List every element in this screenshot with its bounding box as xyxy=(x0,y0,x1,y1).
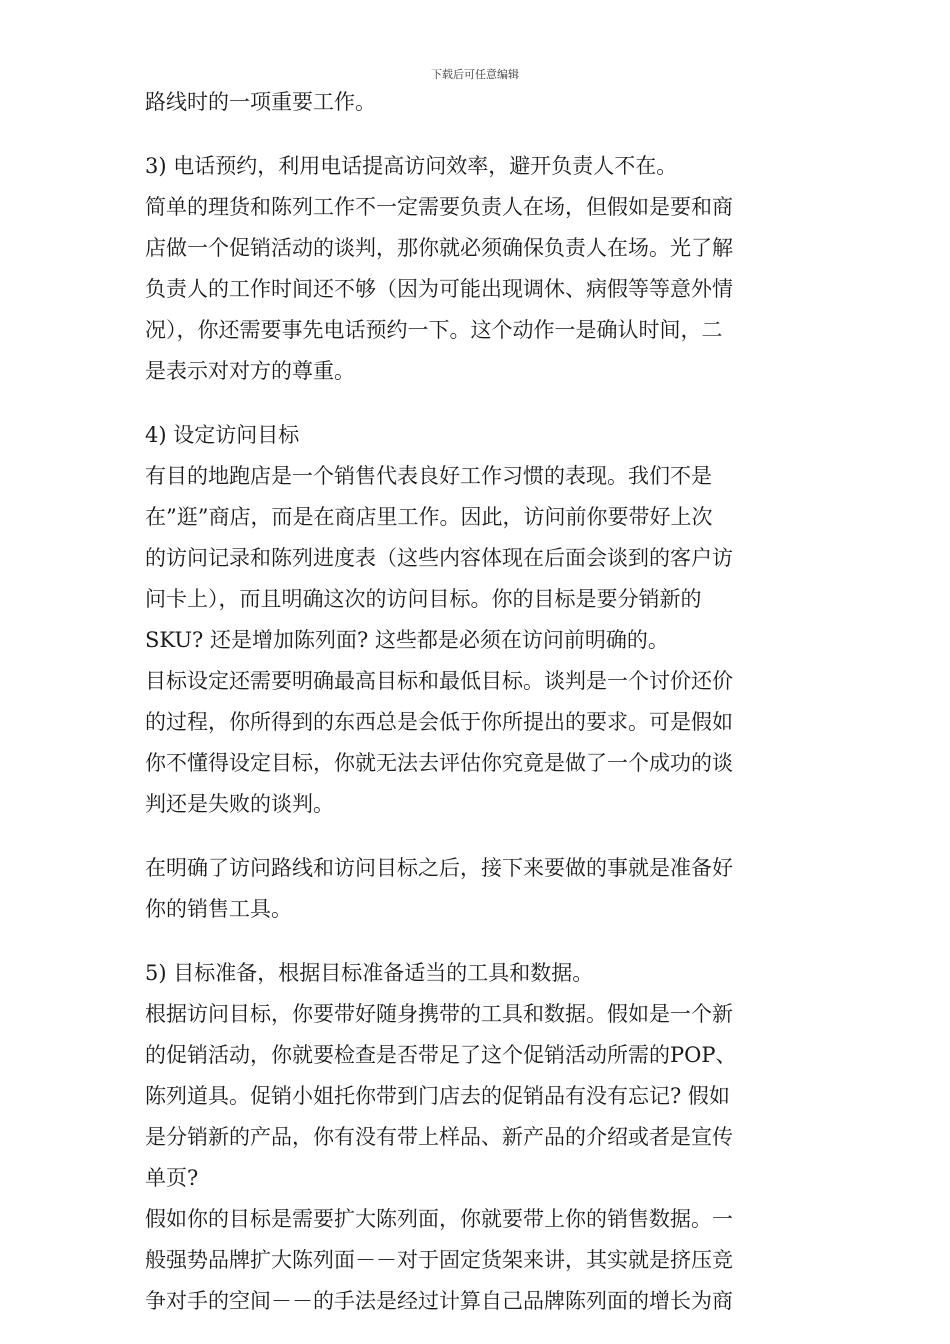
text-line: 根据访问目标，你要带好随身携带的工具和数据。假如是一个新 xyxy=(145,1002,733,1026)
text-line: 3) 电话预约，利用电话提高访问效率，避开负责人不在。 xyxy=(145,154,678,178)
paragraph-gap xyxy=(145,123,810,146)
text-line: 你的销售工具。 xyxy=(145,897,292,921)
paragraph xyxy=(145,456,810,825)
text-line: 陈列道具。促销小姐托你带到门店去的促销品有没有忘记? 假如 xyxy=(145,1084,730,1108)
paragraph xyxy=(145,994,810,1322)
text-line: 争对手的空间－－的手法是经过计算自己品牌陈列面的增长为商 xyxy=(145,1289,733,1313)
paragraph xyxy=(145,82,810,123)
text-line: 5) 目标准备，根据目标准备适当的工具和数据。 xyxy=(145,961,594,985)
text-line: 假如你的目标是需要扩大陈列面，你就要带上你的销售数据。一 xyxy=(145,1207,733,1231)
section-heading xyxy=(145,146,810,187)
text-line: 况），你还需要事先电话预约一下。这个动作一是确认时间，二 xyxy=(145,318,723,342)
text-line: 有目的地跑店是一个销售代表良好工作习惯的表现。我们不是 xyxy=(145,464,712,488)
text-line: 的过程，你所得到的东西总是会低于你所提出的要求。可是假如 xyxy=(145,710,733,734)
text-line: 般强势品牌扩大陈列面－－对于固定货架来讲，其实就是挤压竞 xyxy=(145,1248,733,1272)
text-line: 负责人的工作时间还不够（因为可能出现调休、病假等等意外情 xyxy=(145,277,733,301)
document-body xyxy=(145,82,810,1322)
text-line: 单页? xyxy=(145,1166,199,1190)
text-line: 在”逛”商店，而是在商店里工作。因此，访问前你要带好上次 xyxy=(145,505,713,529)
text-line: 店做一个促销活动的谈判，那你就必须确保负责人在场。光了解 xyxy=(145,236,733,260)
text-line: 在明确了访问路线和访问目标之后，接下来要做的事就是准备好 xyxy=(145,856,733,880)
text-line: 判还是失败的谈判。 xyxy=(145,792,334,816)
page-header: 下载后可任意编辑 xyxy=(431,68,519,81)
paragraph xyxy=(145,187,810,392)
text-line: 路线时的一项重要工作。 xyxy=(145,90,376,114)
text-line: 问卡上），而且明确这次的访问目标。你的目标是要分销新的 xyxy=(145,587,702,611)
text-line: 4) 设定访问目标 xyxy=(145,423,300,447)
text-line: 你不懂得设定目标，你就无法去评估你究竟是做了一个成功的谈 xyxy=(145,751,733,775)
paragraph xyxy=(145,848,810,930)
text-line: 是分销新的产品，你有没有带上样品、新产品的介绍或者是宣传 xyxy=(145,1125,733,1149)
text-line: 是表示对对方的尊重。 xyxy=(145,359,355,383)
text-line: 的促销活动，你就要检查是否带足了这个促销活动所需的POP、 xyxy=(145,1043,737,1067)
paragraph-gap xyxy=(145,930,810,953)
text-line: 的访问记录和陈列进度表（这些内容体现在后面会谈到的客户访 xyxy=(145,546,733,570)
text-line: 简单的理货和陈列工作不一定需要负责人在场，但假如是要和商 xyxy=(145,195,733,219)
paragraph-gap xyxy=(145,825,810,848)
section-heading xyxy=(145,953,810,994)
text-line: 目标设定还需要明确最高目标和最低目标。谈判是一个讨价还价 xyxy=(145,669,733,693)
section-heading xyxy=(145,415,810,456)
text-line: SKU? 还是增加陈列面? 这些都是必须在访问前明确的。 xyxy=(145,628,669,652)
paragraph-gap xyxy=(145,392,810,415)
